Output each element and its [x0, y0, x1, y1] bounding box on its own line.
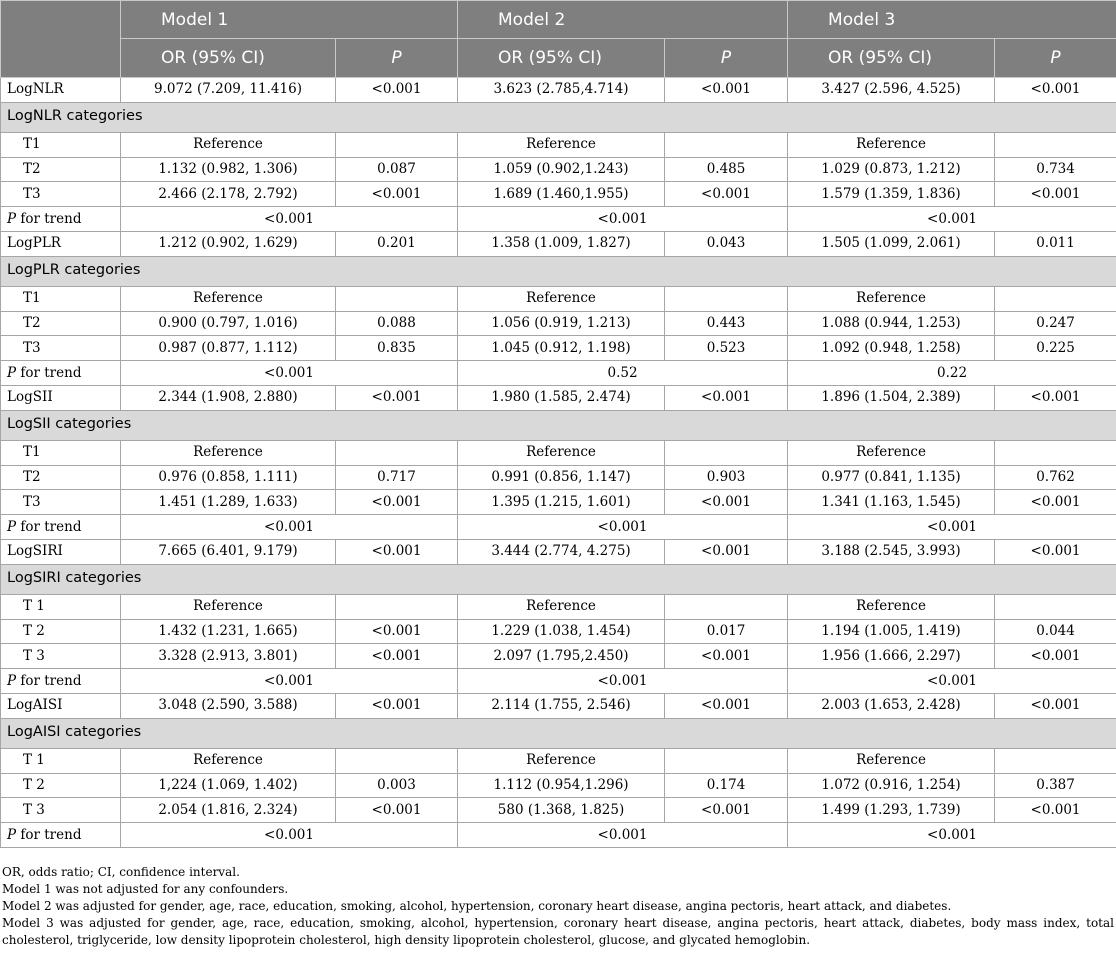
- row-label: T 3: [1, 798, 121, 823]
- p-value-cell-model-2: 0.017: [665, 619, 788, 644]
- trend-label: [1, 669, 121, 694]
- p-value-cell-model-2: [665, 594, 788, 619]
- category-label: LogNLR categories: [1, 102, 1116, 132]
- table-row: [1, 748, 1116, 773]
- row-label: LogAISI: [1, 693, 121, 718]
- header-or-label: OR (95% CI): [788, 39, 995, 78]
- p-value-cell-model-1: 0.201: [336, 231, 458, 256]
- header-model-row: [1, 1, 1116, 39]
- trend-row: [1, 515, 1116, 540]
- table-row: [1, 385, 1116, 410]
- table-row: [1, 465, 1116, 490]
- or-ci-cell-model-2: Reference: [458, 440, 665, 465]
- row-label: T2: [1, 465, 121, 490]
- p-value-cell-model-3: 0.762: [995, 465, 1116, 490]
- or-ci-cell-model-2: Reference: [458, 132, 665, 157]
- p-value-cell-model-3: [995, 594, 1116, 619]
- trend-value-model-1: <0.001: [121, 361, 458, 386]
- or-ci-cell-model-1: 2.054 (1.816, 2.324): [121, 798, 336, 823]
- table-row: [1, 440, 1116, 465]
- or-ci-cell-model-2: 1.059 (0.902,1.243): [458, 157, 665, 182]
- p-value-cell-model-2: [665, 132, 788, 157]
- trend-value-model-2: <0.001: [458, 207, 788, 232]
- or-ci-cell-model-1: Reference: [121, 440, 336, 465]
- p-value-cell-model-2: 0.903: [665, 465, 788, 490]
- p-value-cell-model-1: 0.003: [336, 773, 458, 798]
- footnote-model-3: Model 3 was adjusted for gender, age, race, education, smoking, alcohol, hypertension, coronary heart disease, angina pectoris, heart attack, diabetes, body mass index, total cholesterol, triglyceride, low density lipoprotein cholesterol, high density lipoprotein cholesterol, glucose, and glycated hemoglobin.: [2, 916, 1114, 947]
- trend-value-model-2: <0.001: [458, 669, 788, 694]
- or-ci-cell-model-1: 1.451 (1.289, 1.633): [121, 490, 336, 515]
- trend-value-model-1: <0.001: [121, 823, 458, 848]
- or-ci-cell-model-2: 1.689 (1.460,1.955): [458, 182, 665, 207]
- p-value-cell-model-3: [995, 286, 1116, 311]
- p-value-cell-model-3: <0.001: [995, 490, 1116, 515]
- p-value-cell-model-3: [995, 748, 1116, 773]
- row-label: LogNLR: [1, 78, 121, 103]
- row-label: T2: [1, 157, 121, 182]
- p-value-cell-model-2: 0.523: [665, 336, 788, 361]
- p-value-cell-model-1: <0.001: [336, 490, 458, 515]
- table-row: [1, 132, 1116, 157]
- trend-value-model-3: <0.001: [788, 669, 1116, 694]
- table-row: [1, 539, 1116, 564]
- p-value-cell-model-1: <0.001: [336, 539, 458, 564]
- row-label: T 1: [1, 594, 121, 619]
- row-label: T1: [1, 132, 121, 157]
- p-value-cell-model-1: <0.001: [336, 385, 458, 410]
- p-value-cell-model-3: 0.247: [995, 311, 1116, 336]
- header-sub-row: [1, 39, 1116, 78]
- trend-value-model-3: <0.001: [788, 515, 1116, 540]
- footnote-abbreviations: OR, odds ratio; CI, confidence interval.: [2, 865, 240, 879]
- p-value-cell-model-2: 0.174: [665, 773, 788, 798]
- row-label: T2: [1, 311, 121, 336]
- or-ci-cell-model-2: 0.991 (0.856, 1.147): [458, 465, 665, 490]
- row-label: T3: [1, 182, 121, 207]
- trend-value-model-3: <0.001: [788, 823, 1116, 848]
- trend-row: [1, 669, 1116, 694]
- trend-label-rest: for trend: [16, 826, 82, 843]
- header-or-label: OR (95% CI): [121, 39, 336, 78]
- table-row: [1, 182, 1116, 207]
- p-value-cell-model-3: [995, 132, 1116, 157]
- table-row: [1, 490, 1116, 515]
- p-value-cell-model-1: <0.001: [336, 644, 458, 669]
- or-ci-cell-model-2: 580 (1.368, 1.825): [458, 798, 665, 823]
- or-ci-cell-model-1: Reference: [121, 132, 336, 157]
- or-ci-cell-model-1: Reference: [121, 594, 336, 619]
- row-label: LogSII: [1, 385, 121, 410]
- table-header: [1, 1, 1116, 78]
- p-value-cell-model-2: [665, 440, 788, 465]
- or-ci-cell-model-3: Reference: [788, 132, 995, 157]
- or-ci-cell-model-1: 9.072 (7.209, 11.416): [121, 78, 336, 103]
- p-value-cell-model-2: <0.001: [665, 539, 788, 564]
- p-value-cell-model-3: 0.387: [995, 773, 1116, 798]
- or-ci-cell-model-3: 1.956 (1.666, 2.297): [788, 644, 995, 669]
- table-body: [1, 78, 1116, 848]
- or-ci-cell-model-2: Reference: [458, 748, 665, 773]
- p-value-cell-model-1: 0.088: [336, 311, 458, 336]
- or-ci-cell-model-3: 1.072 (0.916, 1.254): [788, 773, 995, 798]
- table-row: [1, 594, 1116, 619]
- trend-value-model-2: 0.52: [458, 361, 788, 386]
- p-value-cell-model-2: <0.001: [665, 798, 788, 823]
- row-label: T 2: [1, 619, 121, 644]
- or-ci-cell-model-1: 7.665 (6.401, 9.179): [121, 539, 336, 564]
- or-ci-cell-model-1: 0.976 (0.858, 1.111): [121, 465, 336, 490]
- p-value-cell-model-1: [336, 132, 458, 157]
- or-ci-cell-model-1: 0.900 (0.797, 1.016): [121, 311, 336, 336]
- or-ci-cell-model-2: 3.623 (2.785,4.714): [458, 78, 665, 103]
- trend-label: [1, 207, 121, 232]
- trend-label: [1, 823, 121, 848]
- or-ci-cell-model-1: Reference: [121, 748, 336, 773]
- trend-label: [1, 361, 121, 386]
- p-value-cell-model-3: <0.001: [995, 798, 1116, 823]
- p-value-cell-model-2: <0.001: [665, 182, 788, 207]
- row-label: T 3: [1, 644, 121, 669]
- or-ci-cell-model-3: 2.003 (1.653, 2.428): [788, 693, 995, 718]
- footnote-model-1: Model 1 was not adjusted for any confounders.: [2, 882, 289, 896]
- table-row: [1, 798, 1116, 823]
- p-value-cell-model-3: <0.001: [995, 78, 1116, 103]
- p-value-cell-model-1: <0.001: [336, 693, 458, 718]
- p-value-cell-model-1: 0.835: [336, 336, 458, 361]
- or-ci-cell-model-1: Reference: [121, 286, 336, 311]
- p-value-cell-model-2: 0.485: [665, 157, 788, 182]
- or-ci-cell-model-3: Reference: [788, 286, 995, 311]
- p-value-cell-model-3: 0.044: [995, 619, 1116, 644]
- table-row: [1, 286, 1116, 311]
- trend-label-rest: for trend: [16, 210, 82, 227]
- header-or-label: OR (95% CI): [458, 39, 665, 78]
- p-value-cell-model-2: [665, 286, 788, 311]
- p-value-cell-model-2: 0.443: [665, 311, 788, 336]
- trend-label-p: P: [7, 210, 17, 227]
- p-value-cell-model-1: <0.001: [336, 798, 458, 823]
- p-value-cell-model-2: <0.001: [665, 644, 788, 669]
- p-value-cell-model-3: <0.001: [995, 693, 1116, 718]
- p-value-cell-model-1: 0.087: [336, 157, 458, 182]
- header-model-2: Model 2: [458, 1, 788, 39]
- row-label: LogSIRI: [1, 539, 121, 564]
- or-ci-cell-model-2: 3.444 (2.774, 4.275): [458, 539, 665, 564]
- or-ci-cell-model-3: Reference: [788, 748, 995, 773]
- row-label: T1: [1, 440, 121, 465]
- p-value-cell-model-2: <0.001: [665, 385, 788, 410]
- or-ci-cell-model-3: 1.194 (1.005, 1.419): [788, 619, 995, 644]
- or-ci-cell-model-2: 1.112 (0.954,1.296): [458, 773, 665, 798]
- p-value-cell-model-1: [336, 286, 458, 311]
- trend-label: [1, 515, 121, 540]
- table-row: [1, 157, 1116, 182]
- p-value-cell-model-3: 0.225: [995, 336, 1116, 361]
- header-p-label: P: [995, 39, 1116, 78]
- or-ci-cell-model-2: 1.358 (1.009, 1.827): [458, 231, 665, 256]
- or-ci-cell-model-3: 0.977 (0.841, 1.135): [788, 465, 995, 490]
- table-row: [1, 231, 1116, 256]
- row-label: T3: [1, 490, 121, 515]
- table-row: [1, 311, 1116, 336]
- table-row: [1, 644, 1116, 669]
- trend-label-p: P: [7, 826, 17, 843]
- trend-value-model-3: 0.22: [788, 361, 1116, 386]
- p-value-cell-model-3: 0.011: [995, 231, 1116, 256]
- p-value-cell-model-1: [336, 440, 458, 465]
- p-value-cell-model-3: 0.734: [995, 157, 1116, 182]
- trend-value-model-2: <0.001: [458, 515, 788, 540]
- or-ci-cell-model-3: 1.092 (0.948, 1.258): [788, 336, 995, 361]
- trend-row: [1, 361, 1116, 386]
- or-ci-cell-model-1: 2.466 (2.178, 2.792): [121, 182, 336, 207]
- or-ci-cell-model-1: 1.432 (1.231, 1.665): [121, 619, 336, 644]
- p-value-cell-model-2: [665, 748, 788, 773]
- or-ci-cell-model-3: 1.029 (0.873, 1.212): [788, 157, 995, 182]
- trend-value-model-3: <0.001: [788, 207, 1116, 232]
- row-label: LogPLR: [1, 231, 121, 256]
- row-label: T 2: [1, 773, 121, 798]
- trend-value-model-1: <0.001: [121, 207, 458, 232]
- row-label: T 1: [1, 748, 121, 773]
- or-ci-cell-model-2: 2.114 (1.755, 2.546): [458, 693, 665, 718]
- or-ci-cell-model-2: 1.056 (0.919, 1.213): [458, 311, 665, 336]
- trend-label-p: P: [7, 518, 17, 535]
- p-value-cell-model-1: <0.001: [336, 182, 458, 207]
- or-ci-cell-model-2: 2.097 (1.795,2.450): [458, 644, 665, 669]
- p-value-cell-model-2: <0.001: [665, 693, 788, 718]
- p-value-cell-model-1: [336, 594, 458, 619]
- trend-value-model-2: <0.001: [458, 823, 788, 848]
- or-ci-cell-model-2: Reference: [458, 286, 665, 311]
- category-row: [1, 564, 1116, 594]
- trend-value-model-1: <0.001: [121, 515, 458, 540]
- p-value-cell-model-1: 0.717: [336, 465, 458, 490]
- footnote-model-2: Model 2 was adjusted for gender, age, race, education, smoking, alcohol, hypertension, coronary heart disease, angina pectoris, heart attack, and diabetes.: [2, 899, 952, 913]
- p-value-cell-model-1: <0.001: [336, 78, 458, 103]
- or-ci-cell-model-3: 3.427 (2.596, 4.525): [788, 78, 995, 103]
- table-footnotes: [2, 864, 1114, 949]
- p-value-cell-model-3: <0.001: [995, 385, 1116, 410]
- trend-row: [1, 207, 1116, 232]
- p-value-cell-model-3: <0.001: [995, 182, 1116, 207]
- or-ci-cell-model-3: 1.505 (1.099, 2.061): [788, 231, 995, 256]
- or-ci-cell-model-2: 1.045 (0.912, 1.198): [458, 336, 665, 361]
- or-ci-cell-model-1: 3.328 (2.913, 3.801): [121, 644, 336, 669]
- category-label: LogSII categories: [1, 410, 1116, 440]
- or-ci-cell-model-1: 1.212 (0.902, 1.629): [121, 231, 336, 256]
- table-row: [1, 619, 1116, 644]
- or-ci-cell-model-1: 1.132 (0.982, 1.306): [121, 157, 336, 182]
- or-ci-cell-model-1: 3.048 (2.590, 3.588): [121, 693, 336, 718]
- header-model-3: Model 3: [788, 1, 1116, 39]
- p-value-cell-model-3: <0.001: [995, 644, 1116, 669]
- or-ci-cell-model-1: 0.987 (0.877, 1.112): [121, 336, 336, 361]
- category-label: LogSIRI categories: [1, 564, 1116, 594]
- or-ci-cell-model-3: 1.499 (1.293, 1.739): [788, 798, 995, 823]
- or-ci-cell-model-3: 1.896 (1.504, 2.389): [788, 385, 995, 410]
- or-ci-cell-model-3: 1.341 (1.163, 1.545): [788, 490, 995, 515]
- table-row: [1, 773, 1116, 798]
- table-row: [1, 693, 1116, 718]
- header-corner: [1, 1, 121, 78]
- category-row: [1, 718, 1116, 748]
- p-value-cell-model-2: 0.043: [665, 231, 788, 256]
- trend-value-model-1: <0.001: [121, 669, 458, 694]
- p-value-cell-model-3: [995, 440, 1116, 465]
- p-value-cell-model-1: <0.001: [336, 619, 458, 644]
- row-label: T3: [1, 336, 121, 361]
- header-p-label: P: [336, 39, 458, 78]
- p-value-cell-model-3: <0.001: [995, 539, 1116, 564]
- category-label: LogAISI categories: [1, 718, 1116, 748]
- trend-label-p: P: [7, 672, 17, 689]
- or-ci-cell-model-3: 1.088 (0.944, 1.253): [788, 311, 995, 336]
- table-row: [1, 78, 1116, 103]
- or-ci-cell-model-3: 3.188 (2.545, 3.993): [788, 539, 995, 564]
- or-ci-cell-model-3: Reference: [788, 594, 995, 619]
- or-ci-cell-model-1: 1,224 (1.069, 1.402): [121, 773, 336, 798]
- header-model-1: Model 1: [121, 1, 458, 39]
- table-row: [1, 336, 1116, 361]
- or-ci-cell-model-2: 1.395 (1.215, 1.601): [458, 490, 665, 515]
- trend-label-rest: for trend: [16, 518, 82, 535]
- header-p-label: P: [665, 39, 788, 78]
- or-ci-cell-model-2: 1.229 (1.038, 1.454): [458, 619, 665, 644]
- or-ci-cell-model-2: 1.980 (1.585, 2.474): [458, 385, 665, 410]
- trend-label-rest: for trend: [16, 672, 82, 689]
- category-label: LogPLR categories: [1, 256, 1116, 286]
- trend-row: [1, 823, 1116, 848]
- trend-label-rest: for trend: [16, 364, 82, 381]
- category-row: [1, 256, 1116, 286]
- category-row: [1, 410, 1116, 440]
- p-value-cell-model-2: <0.001: [665, 490, 788, 515]
- category-row: [1, 102, 1116, 132]
- or-ci-cell-model-2: Reference: [458, 594, 665, 619]
- or-ci-cell-model-3: 1.579 (1.359, 1.836): [788, 182, 995, 207]
- or-ci-cell-model-3: Reference: [788, 440, 995, 465]
- p-value-cell-model-2: <0.001: [665, 78, 788, 103]
- trend-label-p: P: [7, 364, 17, 381]
- row-label: T1: [1, 286, 121, 311]
- or-ci-cell-model-1: 2.344 (1.908, 2.880): [121, 385, 336, 410]
- p-value-cell-model-1: [336, 748, 458, 773]
